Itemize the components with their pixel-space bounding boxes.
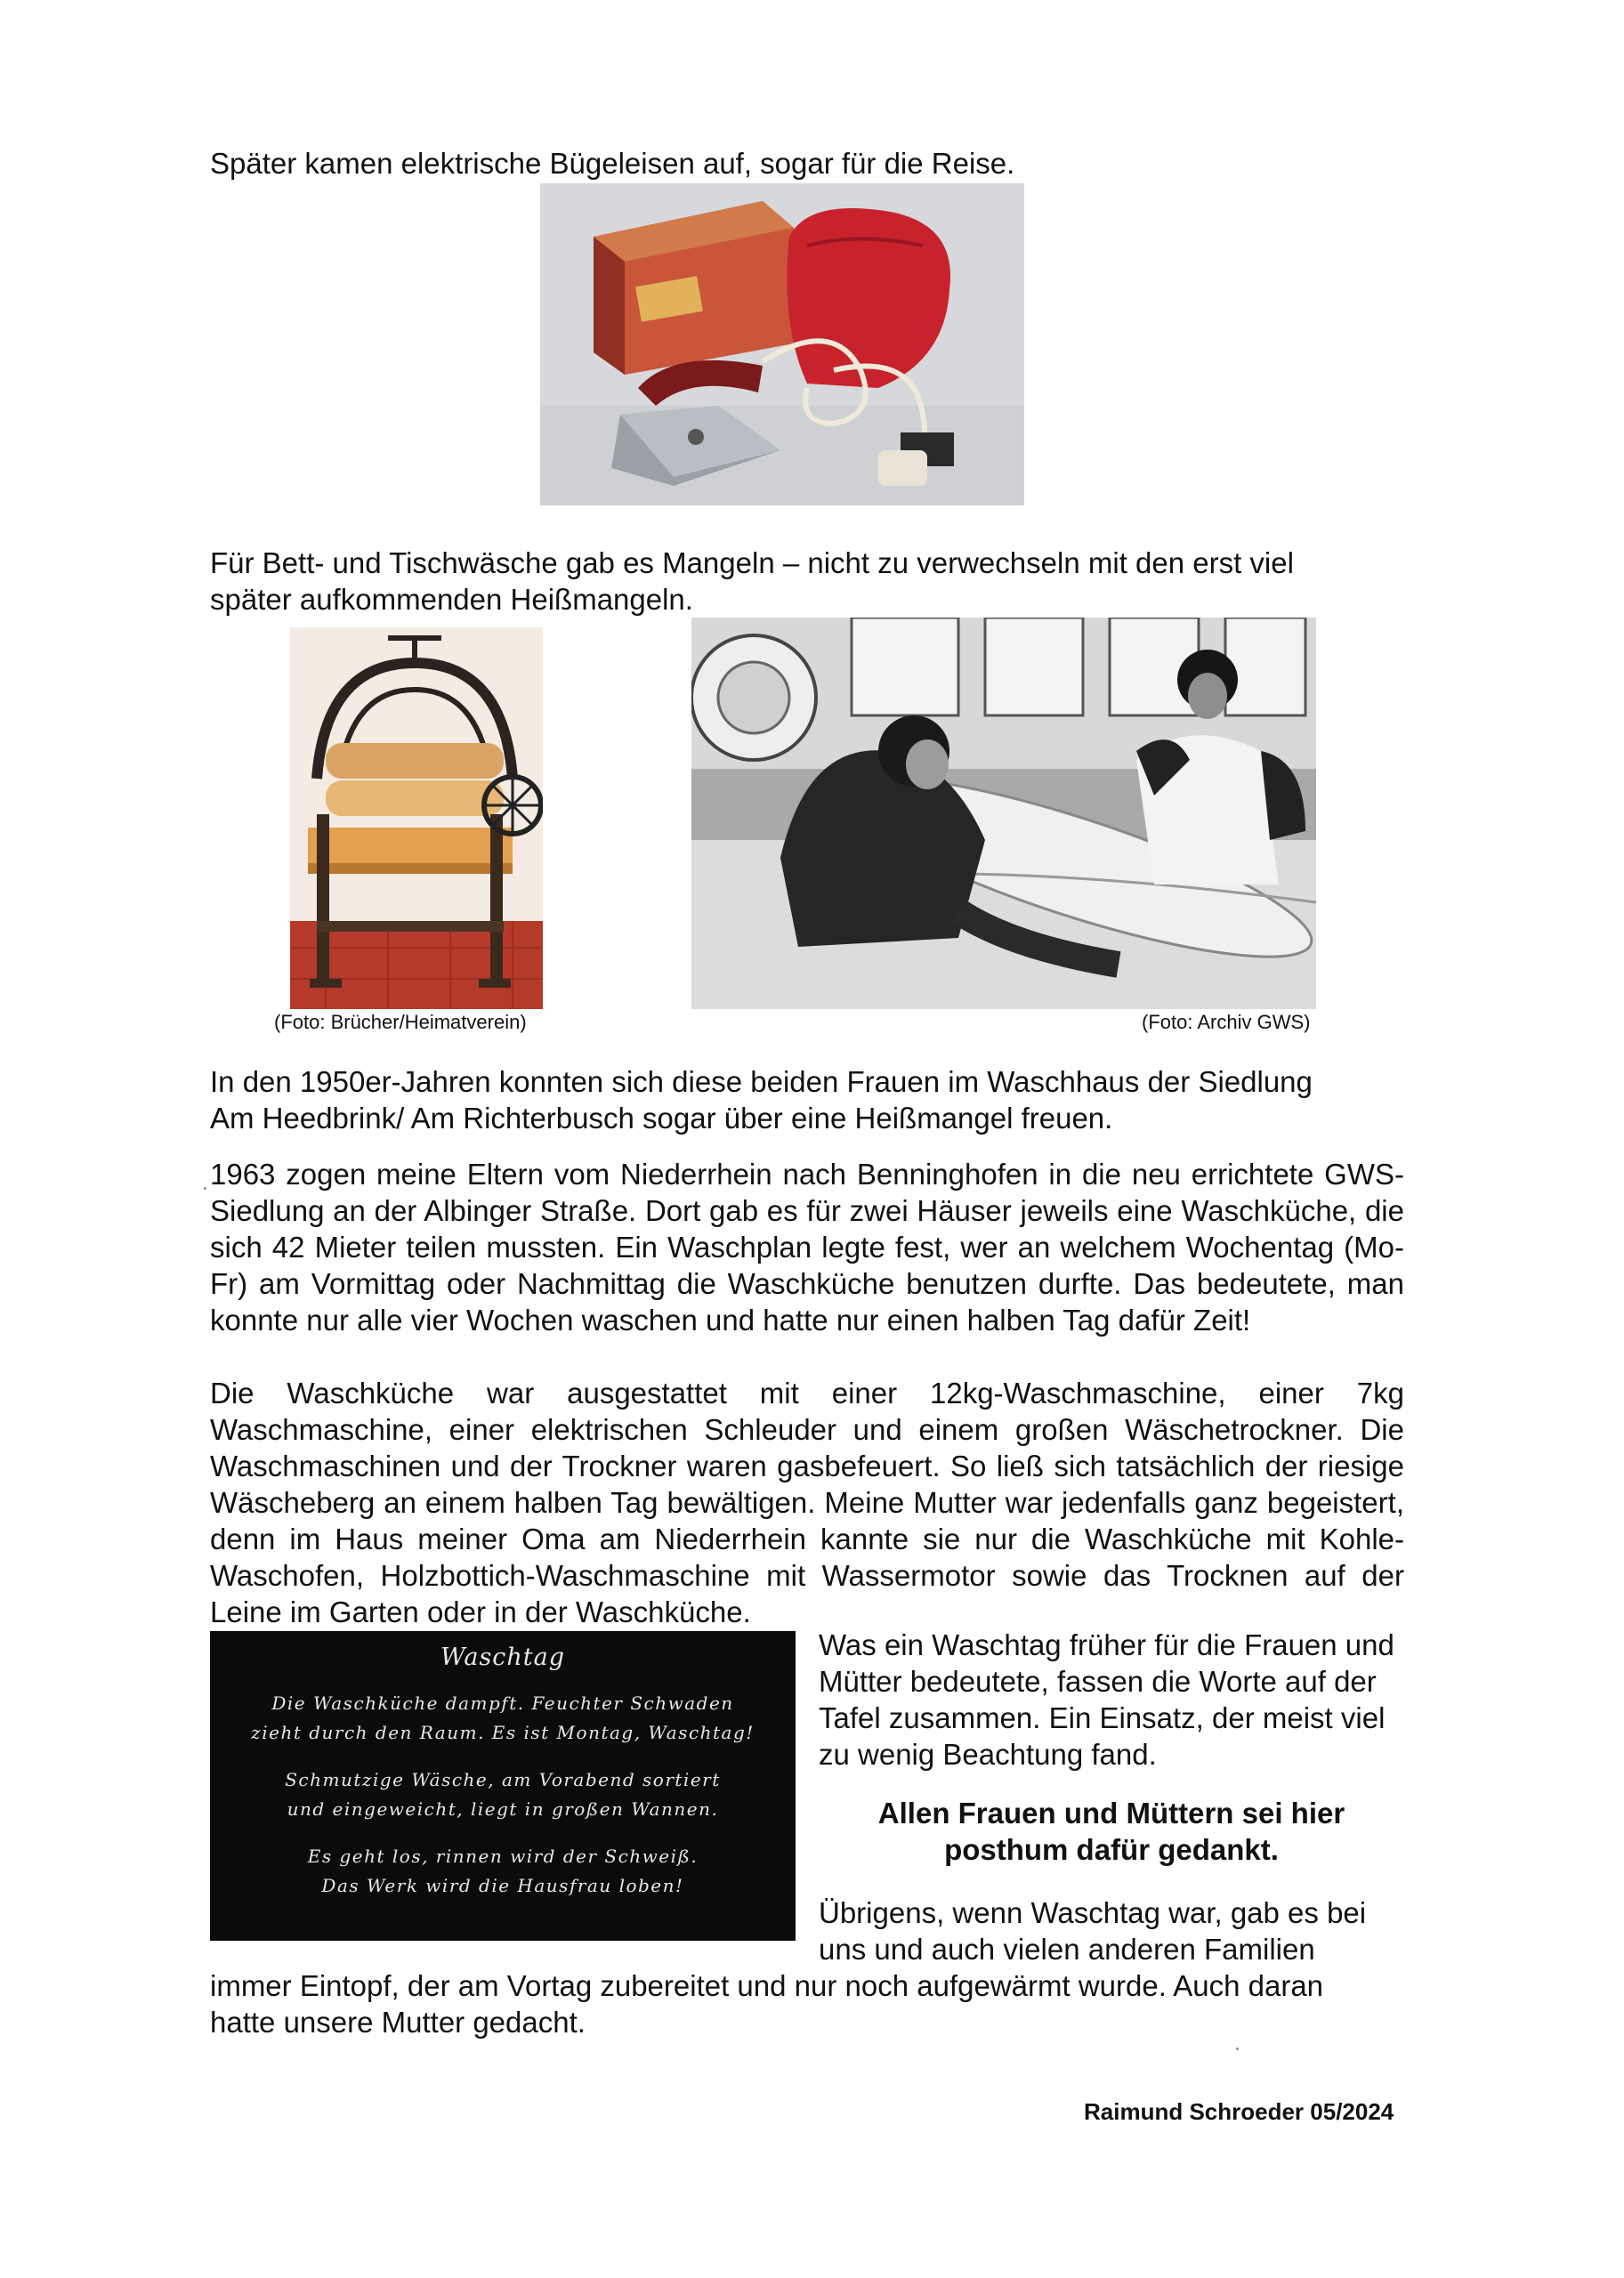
- blackboard-verse-3b: Das Werk wird die Hausfrau loben!: [321, 1875, 684, 1896]
- scan-speck: [204, 1187, 206, 1190]
- heissmangel-photo: [691, 618, 1316, 1009]
- blackboard-verse-2b: und eingeweicht, liegt in großen Wannen.: [287, 1798, 719, 1820]
- travel-iron-photo: [540, 183, 1024, 505]
- closing-line-2: uns und auch vielen anderen Familien: [819, 1933, 1315, 1966]
- blackboard-verse-2a: Schmutzige Wäsche, am Vorabend sortiert: [285, 1769, 721, 1790]
- blackboard-verse-3a: Es geht los, rinnen wird der Schweiß.: [307, 1846, 699, 1867]
- blackboard-verse-1a: Die Waschküche dampft. Feuchter Schwaden: [271, 1692, 734, 1714]
- thanks-text: [819, 1795, 1404, 1868]
- caption-left: (Foto: Brücher/Heimatverein): [274, 1011, 527, 1033]
- blackboard-verse-1b: zieht durch den Raum. Es ist Montag, Waschtag!: [251, 1722, 755, 1743]
- intro-text: Später kamen elektrische Bügeleisen auf, sogar für die Reise.: [210, 147, 1015, 180]
- thanks-line-2: posthum dafür gedankt.: [944, 1833, 1279, 1866]
- mangle-photo: [290, 627, 543, 1009]
- closing-text-upper: [819, 1894, 1404, 1967]
- fifties-line-1: In den 1950er-Jahren konnten sich diese beiden Frauen im Waschhaus der Siedlung: [210, 1065, 1313, 1098]
- fifties-text: [210, 1063, 1404, 1136]
- mangeln-line-2: später aufkommenden Heißmangeln.: [210, 583, 693, 616]
- closing-line-1: Übrigens, wenn Waschtag war, gab es bei: [819, 1896, 1367, 1929]
- fifties-line-2: Am Heedbrink/ Am Richterbusch sogar über eine Heißmangel freuen.: [210, 1102, 1113, 1135]
- main-paragraph-part-2: Die Waschküche war ausgestattet mit einer 12kg-Waschmaschine, einer 7kg Waschmaschine, einer elektrischen Schleuder und einem großen Wäschetrockner. Die Waschmaschinen und der Trockner waren gasbefeuert. So ließ sich tatsächlich der riesige Wäscheberg an einem halben Tag bewältigen. Meine Mutter war jedenfalls ganz begeistert, denn im Haus meiner Oma am Niederrhein kannte sie nur die Waschküche mit Kohle-Waschofen, Holzbottich-Waschmaschine mit Wassermotor sowie das Trocknen auf der Leine im Garten oder in der Waschküche.: [210, 1377, 1404, 1628]
- side-text: Was ein Waschtag früher für die Frauen und Mütter bedeutete, fassen die Worte auf der Tafel zusammen. Ein Einsatz, der meist viel zu wenig Beachtung fand.: [819, 1628, 1394, 1771]
- author-signature: Raimund Schroeder 05/2024: [1084, 2098, 1394, 2125]
- scan-speck: [1236, 2048, 1239, 2050]
- waschtag-blackboard: [210, 1631, 796, 1941]
- main-paragraph-part-1: 1963 zogen meine Eltern vom Niederrhein nach Benninghofen in die neu errichtete GWS-Siedlung an der Albinger Straße. Dort gab es für zwei Häuser jeweils eine Waschküche, die sich 42 Mieter teilen mussten. Ein Waschplan legte fest, wer an welchem Wochentag (Mo-Fr) am Vormittag oder Nachmittag die Waschküche benutzen durfte. Das bedeutete, man konnte nur alle vier Wochen waschen und hatte nur einen halben Tag dafür Zeit!: [210, 1158, 1404, 1337]
- closing-line-3: immer Eintopf, der am Vortag zubereitet und nur noch aufgewärmt wurde. Auch daran: [210, 1969, 1324, 2002]
- closing-text-lower: [210, 1967, 1404, 2040]
- caption-right: (Foto: Archiv GWS): [1142, 1011, 1311, 1033]
- mangeln-text: [210, 545, 1404, 618]
- blackboard-title: Waschtag: [440, 1644, 566, 1671]
- mangeln-line-1: Für Bett- und Tischwäsche gab es Mangeln – nicht zu verwechseln mit den erst viel: [210, 546, 1294, 579]
- closing-line-4: hatte unsere Mutter gedacht.: [210, 2006, 586, 2039]
- thanks-line-1: Allen Frauen und Müttern sei hier: [877, 1797, 1345, 1830]
